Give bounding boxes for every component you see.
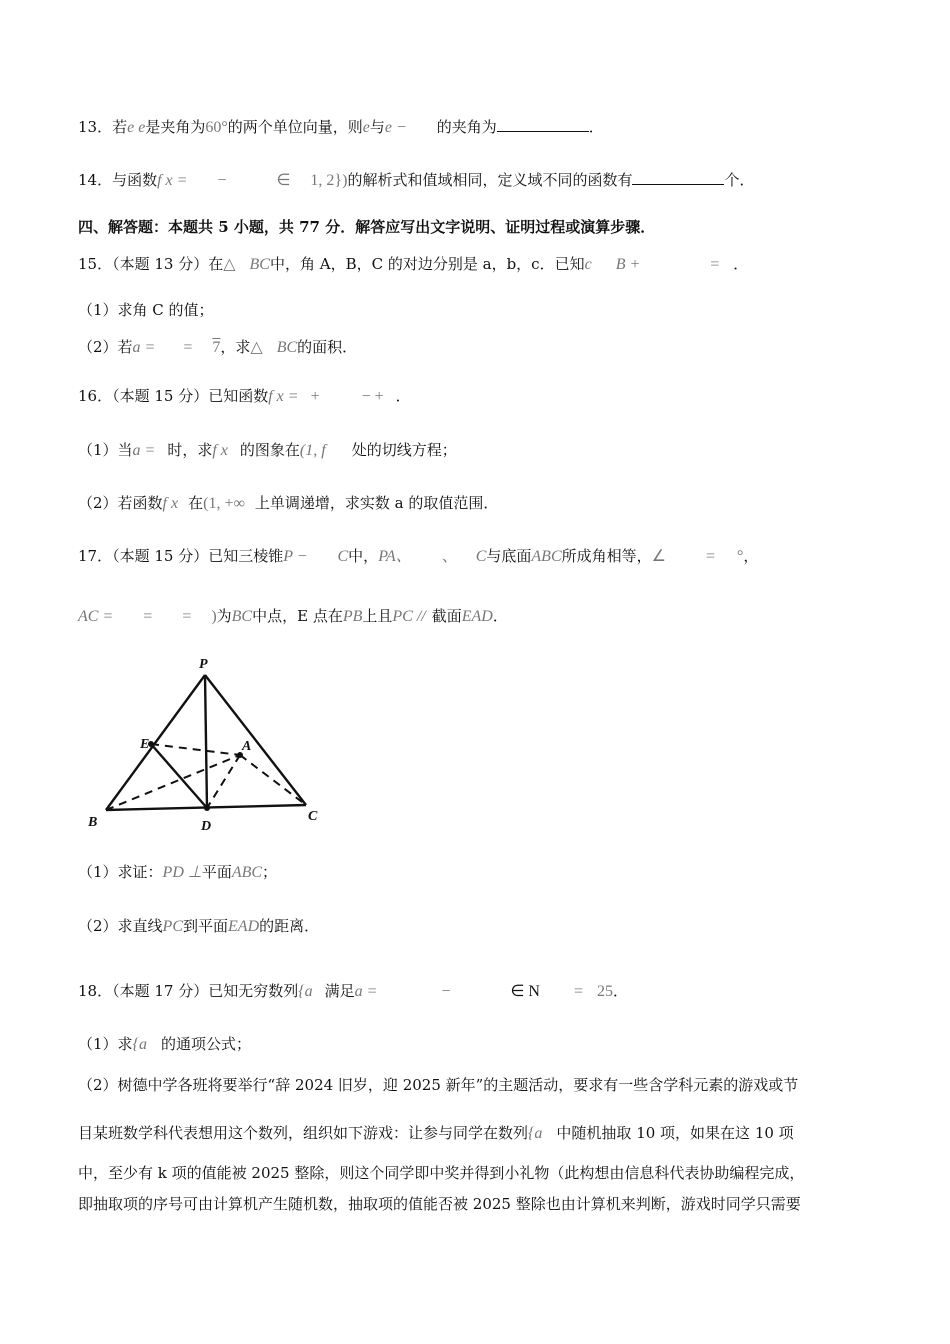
q15-part1: （1）求角 C 的值；	[78, 301, 214, 319]
q18-part1: （1）求{a 的通项公式；	[78, 1035, 251, 1053]
q18-part2-line1: （2）树德中学各班将要举行“辞 2024 旧岁，迎 2025 新年”的主题活动，要求有一些含学科元素的游戏或节	[78, 1076, 799, 1094]
q18-part2-line2: 目某班数学科代表想用这个数列，组织如下游戏：让参与同学在数列{a 中随机抽取 10 项，如果在这 10 项	[78, 1124, 794, 1142]
tetrahedron-figure	[80, 650, 340, 840]
question-15: 15．（本题 13 分）在△ BC中，角 A，B，C 的对边分别是 a，b，c．已知c B + = ．	[78, 255, 749, 273]
q17-part1: （1）求证：PD ⊥平面ABC；	[78, 863, 278, 881]
edge-ED	[151, 744, 207, 808]
label-A: A	[242, 739, 252, 754]
q16-part2: （2）若函数f x 在(1, +∞ 上单调递增，求实数 a 的取值范围．	[78, 494, 499, 512]
q15-part2: （2）若a = = 7，求△ BC的面积．	[78, 338, 358, 356]
label-B: B	[88, 815, 98, 830]
answer-blank	[632, 170, 724, 185]
edge-EA	[151, 744, 240, 755]
q17-part2: （2）求直线PC到平面EAD的距离．	[78, 917, 320, 935]
edge-PC	[205, 675, 306, 805]
q16-part1: （1）当a = 时，求f x 的图象在(1, f 处的切线方程；	[78, 441, 457, 459]
question-16: 16．（本题 15 分）已知函数f x = + − + ．	[78, 387, 411, 405]
label-D: D	[201, 819, 212, 834]
question-18: 18．（本题 17 分）已知无穷数列{a 满足a = − ∈ N = 25．	[78, 982, 629, 1000]
q17-line2: AC = = = )为BC中点，E 点在PB上且PC // 截面EAD．	[78, 607, 508, 625]
q18-part2-line4: 即抽取项的序号可由计算机产生随机数，抽取项的值能否被 2025 整除也由计算机来判断，游戏时同学只需要	[78, 1195, 801, 1213]
question-17: 17．（本题 15 分）已知三棱锥P − C中，PA、 、 C与底面ABC所成角相等，∠ = °，	[78, 547, 759, 565]
label-P: P	[199, 657, 208, 672]
label-C: C	[308, 809, 318, 824]
label-E: E	[140, 737, 150, 752]
question-14: 14．与函数f x = − ∈ 1, 2})的解析式和值域相同，定义域不同的函数有 个．	[78, 171, 755, 189]
answer-blank	[497, 117, 589, 132]
point-D	[204, 805, 210, 811]
q18-part2-line3: 中，至少有 k 项的值能被 2025 整除，则这个同学即中奖并得到小礼物（此构想由信息科代表协助编程完成，	[78, 1164, 805, 1182]
edge-AD	[207, 755, 240, 808]
question-13: 13．若e e是夹角为60°的两个单位向量，则e与e − 的夹角为 ．	[78, 118, 604, 136]
section-title: 四、解答题：本题共 5 小题，共 77 分．解答应写出文字说明、证明过程或演算步骤．	[78, 218, 656, 236]
edge-PD	[205, 675, 207, 808]
